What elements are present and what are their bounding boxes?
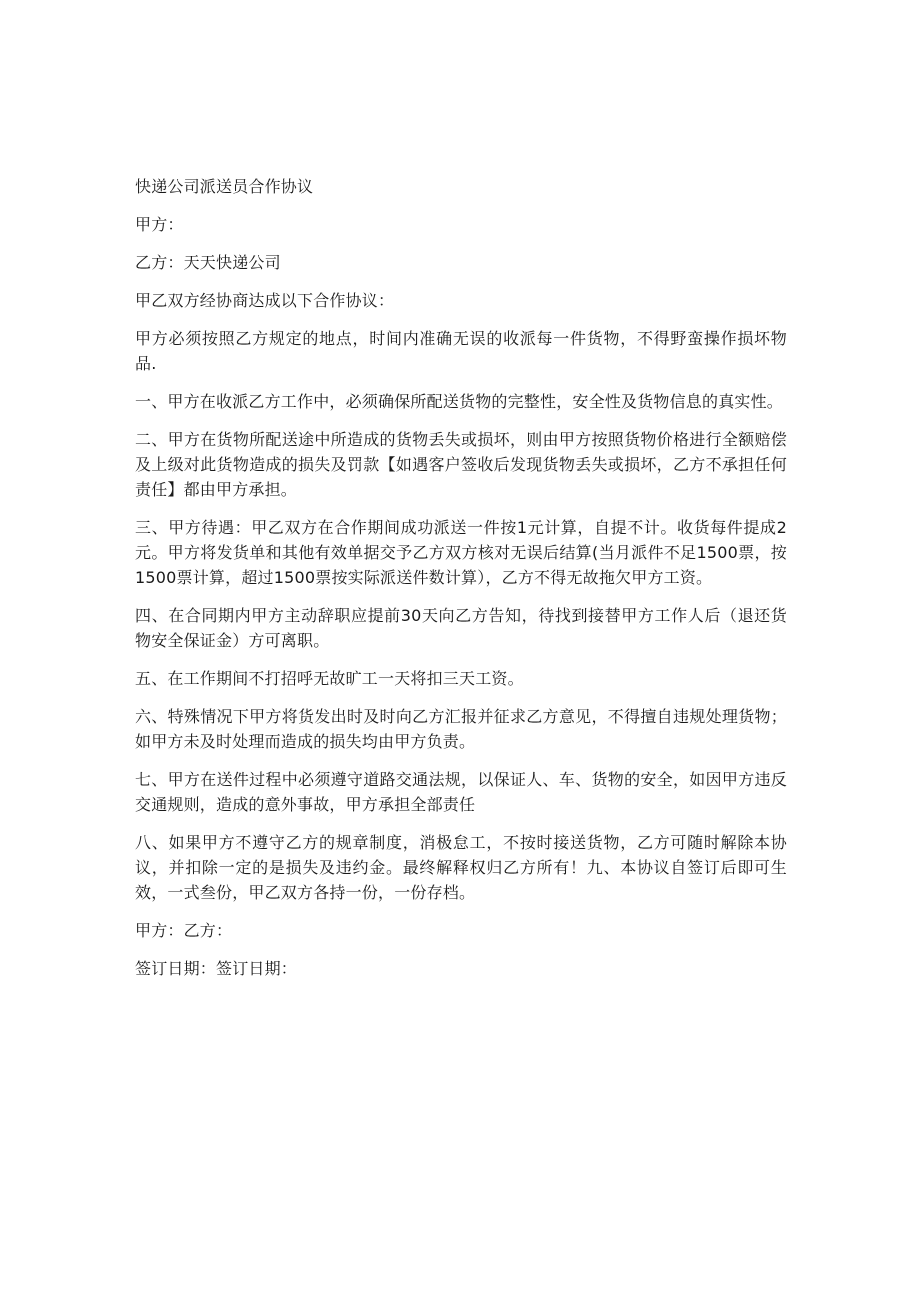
clause-1: 一、甲方在收派乙方工作中，必须确保所配送货物的完整性，安全性及货物信息的真实性。: [135, 392, 784, 411]
document-title: 快递公司派送员合作协议: [135, 177, 314, 196]
clause-7: 七、甲方在送件过程中必须遵守道路交通法规，以保证人、车、货物的安全，如因甲方违反交通规则，造成的意外事故，甲方承担全部责任: [135, 770, 787, 814]
signature-line: 甲方：乙方：: [135, 921, 233, 940]
document-body: [135, 174, 787, 994]
clause-3: 三、甲方待遇：甲乙双方在合作期间成功派送一件按1元计算，自提不计。收货每件提成2元。甲方将发货单和其他有效单据交予乙方双方核对无误后结算(当月派件不足1500票，按1500票计算，超过1500票按实际派送件数计算），乙方不得无故拖欠甲方工资。: [135, 518, 787, 587]
preamble-paragraph: 甲方必须按照乙方规定的地点，时间内准确无误的收派每一件货物，不得野蛮操作损坏物品.: [135, 329, 787, 373]
clause-2: 二、甲方在货物所配送途中所造成的货物丢失或损坏，则由甲方按照货物价格进行全额赔偿及上级对此货物造成的损失及罚款【如遇客户签收后发现货物丢失或损坏，乙方不承担任何责任】都由甲方承担。: [135, 430, 787, 499]
clause-6: 六、特殊情况下甲方将货发出时及时向乙方汇报并征求乙方意见，不得擅自违规处理货物；如甲方未及时处理而造成的损失均由甲方负责。: [135, 707, 787, 751]
clause-5: 五、在工作期间不打招呼无故旷工一天将扣三天工资。: [135, 669, 524, 688]
clause-4: 四、在合同期内甲方主动辞职应提前30天向乙方告知，待找到接替甲方工作人后（退还货物安全保证金）方可离职。: [135, 606, 787, 650]
sign-date-line: 签订日期：签订日期：: [135, 959, 298, 978]
intro-line: 甲乙双方经协商达成以下合作协议：: [135, 291, 395, 310]
party-b-line: 乙方：天天快递公司: [135, 253, 281, 272]
party-a-line: 甲方：: [135, 215, 184, 234]
clause-8: 八、如果甲方不遵守乙方的规章制度，消极怠工，不按时接送货物，乙方可随时解除本协议，并扣除一定的是损失及违约金。最终解释权归乙方所有！九、本协议自签订后即可生效，一式叁份，甲乙双方各持一份，一份存档。: [135, 833, 787, 902]
